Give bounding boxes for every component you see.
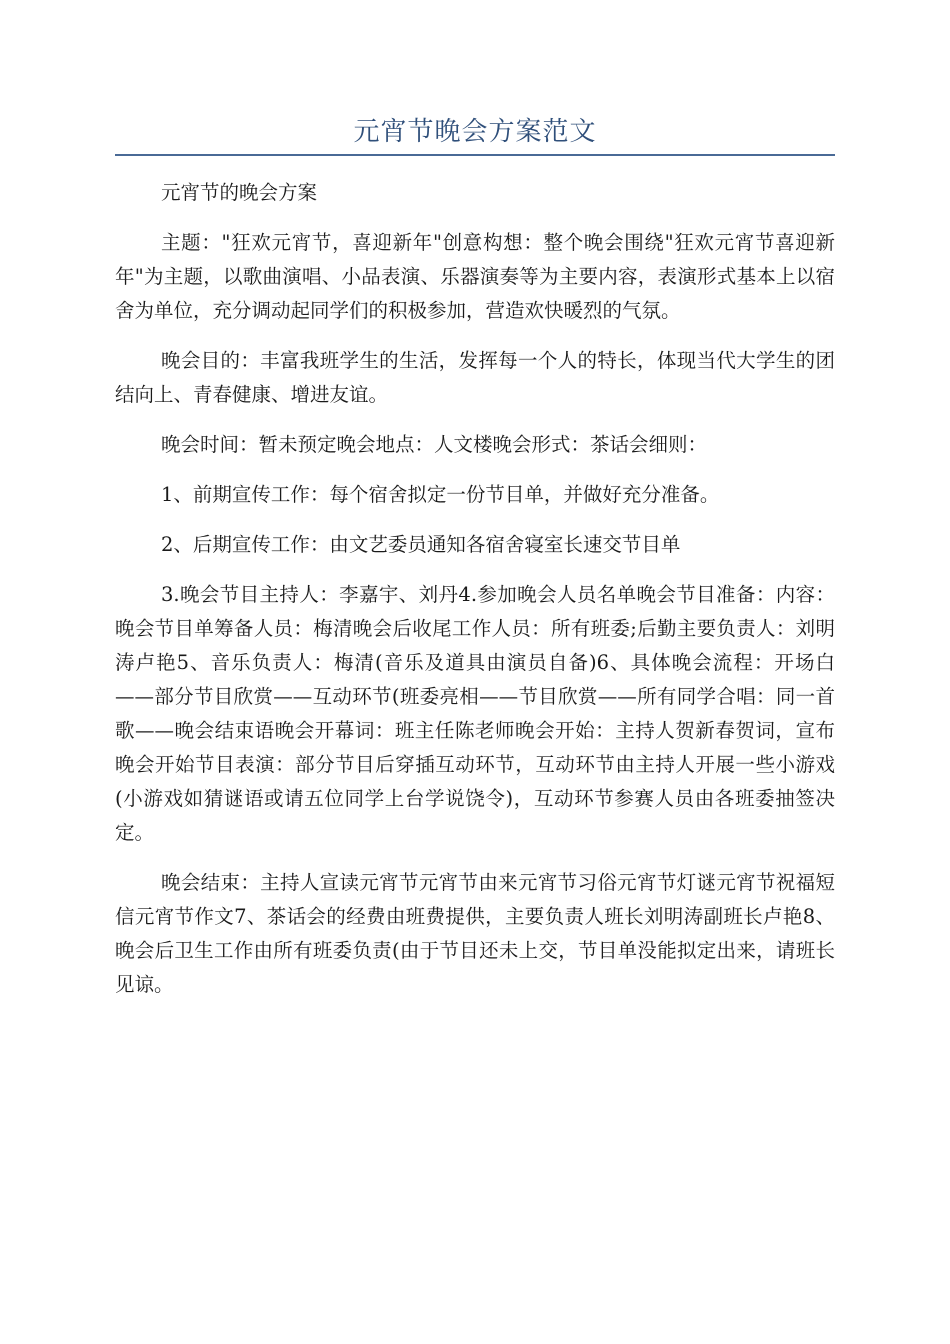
paragraph-ending: 晚会结束：主持人宣读元宵节元宵节由来元宵节习俗元宵节灯谜元宵节祝福短信元宵节作文7、茶话会的经费由班费提供，主要负责人班长刘明涛副班长卢艳8、晚会后卫生工作由所有班委负责(由于节目还未上交，节目单没能拟定出来，请班长见谅。 (115, 871, 835, 996)
paragraph-item-1: 1、前期宣传工作：每个宿舍拟定一份节目单，并做好充分准备。 (161, 483, 720, 506)
document-body (115, 176, 835, 1018)
paragraph-time-place: 晚会时间：暂未预定晚会地点：人文楼晚会形式：茶话会细则： (161, 433, 708, 456)
paragraph-heading: 元宵节的晚会方案 (161, 181, 318, 204)
title-underline (115, 154, 835, 156)
paragraph-theme: 主题："狂欢元宵节，喜迎新年"创意构想：整个晚会围绕"狂欢元宵节喜迎新年"为主题，以歌曲演唱、小品表演、乐器演奏等为主要内容，表演形式基本上以宿舍为单位，充分调动起同学们的积极参加，营造欢快暖烈的气氛。 (115, 231, 835, 322)
document-title: 元宵节晚会方案范文 (353, 117, 597, 147)
paragraph-item-2: 2、后期宣传工作：由文艺委员通知各宿舍寝室长速交节目单 (161, 533, 681, 556)
paragraph-item-3-6: 3.晚会节目主持人：李嘉宇、刘丹4.参加晚会人员名单晚会节目准备：内容：晚会节目单筹备人员：梅清晚会后收尾工作人员：所有班委;后勤主要负责人：刘明涛卢艳5、音乐负责人：梅清(音乐及道具由演员自备)6、具体晚会流程：开场白——部分节目欣赏——互动环节(班委亮相——节目欣赏——所有同学合唱：同一首歌——晚会结束语晚会开幕词：班主任陈老师晚会开始：主持人贺新春贺词，宣布晚会开始节目表演：部分节目后穿插互动环节，互动环节由主持人开展一些小游戏(小游戏如猜谜语或请五位同学上台学说饶令)，互动环节参赛人员由各班委抽签决定。 (115, 583, 835, 844)
paragraph-purpose: 晚会目的：丰富我班学生的生活，发挥每一个人的特长，体现当代大学生的团结向上、青春健康、增进友谊。 (115, 349, 835, 406)
